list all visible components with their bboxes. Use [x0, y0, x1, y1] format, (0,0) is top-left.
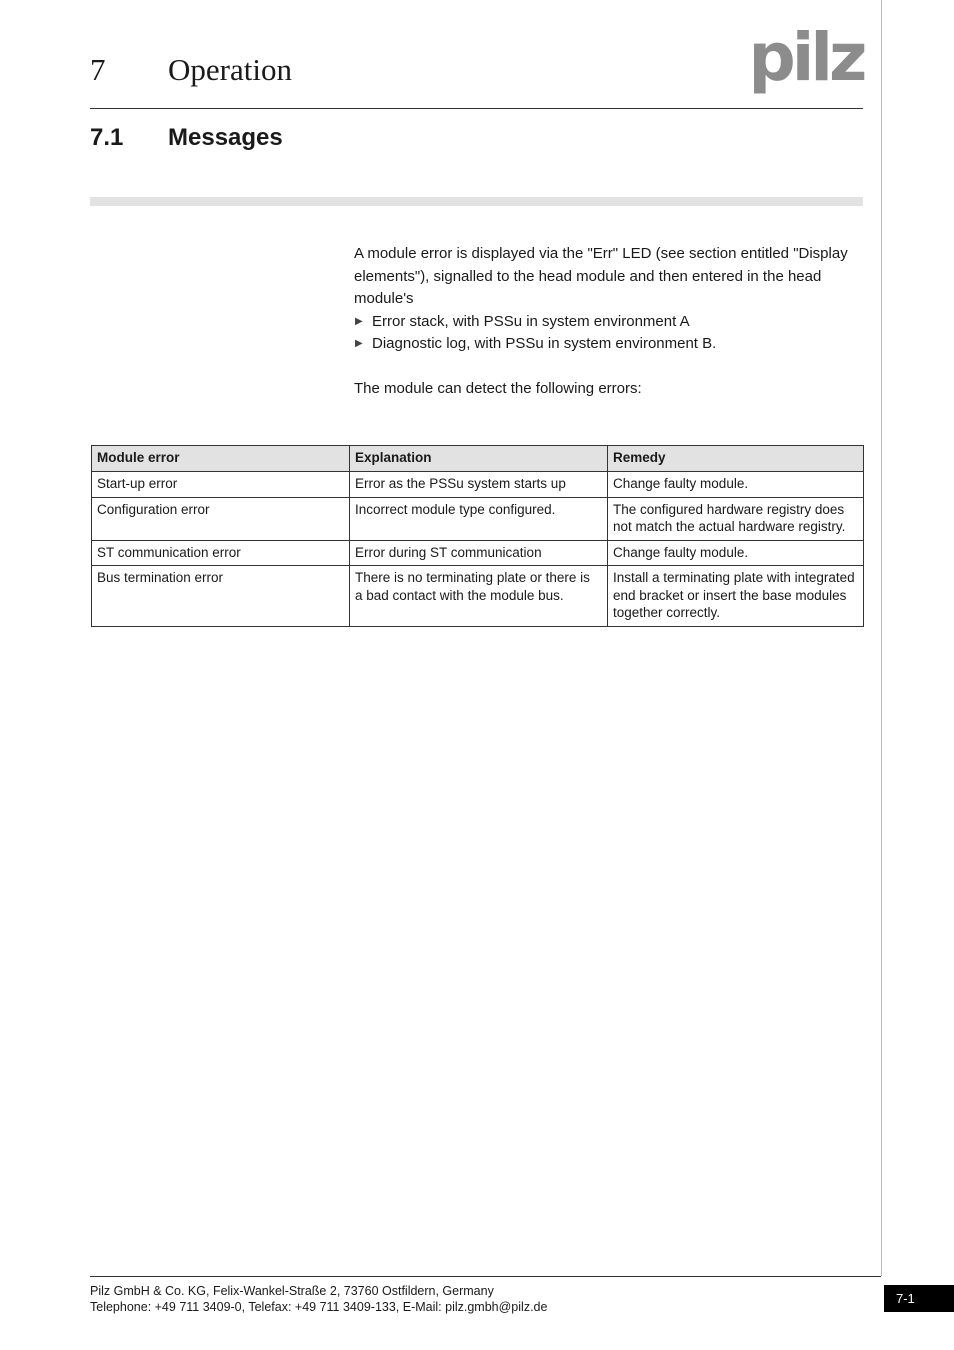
table-row — [92, 472, 864, 498]
column-header-module-error: Module error — [92, 446, 350, 472]
table-row — [92, 497, 864, 540]
cell-module-error: Start-up error — [92, 472, 350, 498]
cell-module-error: Bus termination error — [92, 566, 350, 627]
footer-address — [90, 1283, 547, 1315]
cell-module-error: Configuration error — [92, 497, 350, 540]
footer-rule — [90, 1276, 881, 1277]
table-header-row — [92, 446, 864, 472]
chapter-number: 7 — [90, 52, 106, 87]
list-item: ▶ Error stack, with PSSu in system environment A — [354, 311, 866, 334]
triangle-bullet-icon: ▶ — [355, 315, 363, 327]
intro-paragraph: A module error is displayed via the "Err" LED (see section entitled "Display elements"), signalled to the head module and then entered in the head module's — [354, 245, 848, 307]
cell-remedy: Change faulty module. — [608, 472, 864, 498]
cell-remedy: Change faulty module. — [608, 540, 864, 566]
page-number: 7-1 — [884, 1285, 954, 1312]
table-row — [92, 566, 864, 627]
header-rule — [90, 108, 863, 109]
cell-explanation: There is no terminating plate or there is a bad contact with the module bus. — [350, 566, 608, 627]
cell-explanation: Error as the PSSu system starts up — [350, 472, 608, 498]
svg-text:pilz: pilz — [748, 28, 864, 94]
cell-module-error: ST communication error — [92, 540, 350, 566]
cell-remedy: Install a terminating plate with integrated end bracket or insert the base modules together correctly. — [608, 566, 864, 627]
cell-explanation: Incorrect module type configured. — [350, 497, 608, 540]
section-divider-bar — [90, 197, 863, 206]
table-row — [92, 540, 864, 566]
section-number: 7.1 — [90, 124, 124, 151]
cell-remedy: The configured hardware registry does not match the actual hardware registry. — [608, 497, 864, 540]
footer-line-address: Pilz GmbH & Co. KG, Felix-Wankel-Straße 2, 73760 Ostfildern, Germany — [90, 1284, 494, 1298]
module-error-table — [91, 445, 864, 627]
section-title: Messages — [168, 124, 283, 151]
lead-in-paragraph: The module can detect the following errors: — [354, 379, 642, 397]
chapter-title: Operation — [168, 52, 292, 87]
bullet-list — [354, 311, 866, 356]
cell-explanation: Error during ST communication — [350, 540, 608, 566]
list-item: ▶ Diagnostic log, with PSSu in system environment B. — [354, 333, 866, 356]
page-right-rule — [881, 0, 882, 1276]
triangle-bullet-icon: ▶ — [355, 338, 363, 349]
footer-line-contact: Telephone: +49 711 3409-0, Telefax: +49 711 3409-133, E-Mail: pilz.gmbh@pilz.de — [90, 1300, 548, 1314]
pilz-logo — [747, 28, 865, 94]
column-header-explanation: Explanation — [350, 446, 608, 472]
column-header-remedy: Remedy — [608, 446, 864, 472]
body-text — [354, 243, 866, 400]
